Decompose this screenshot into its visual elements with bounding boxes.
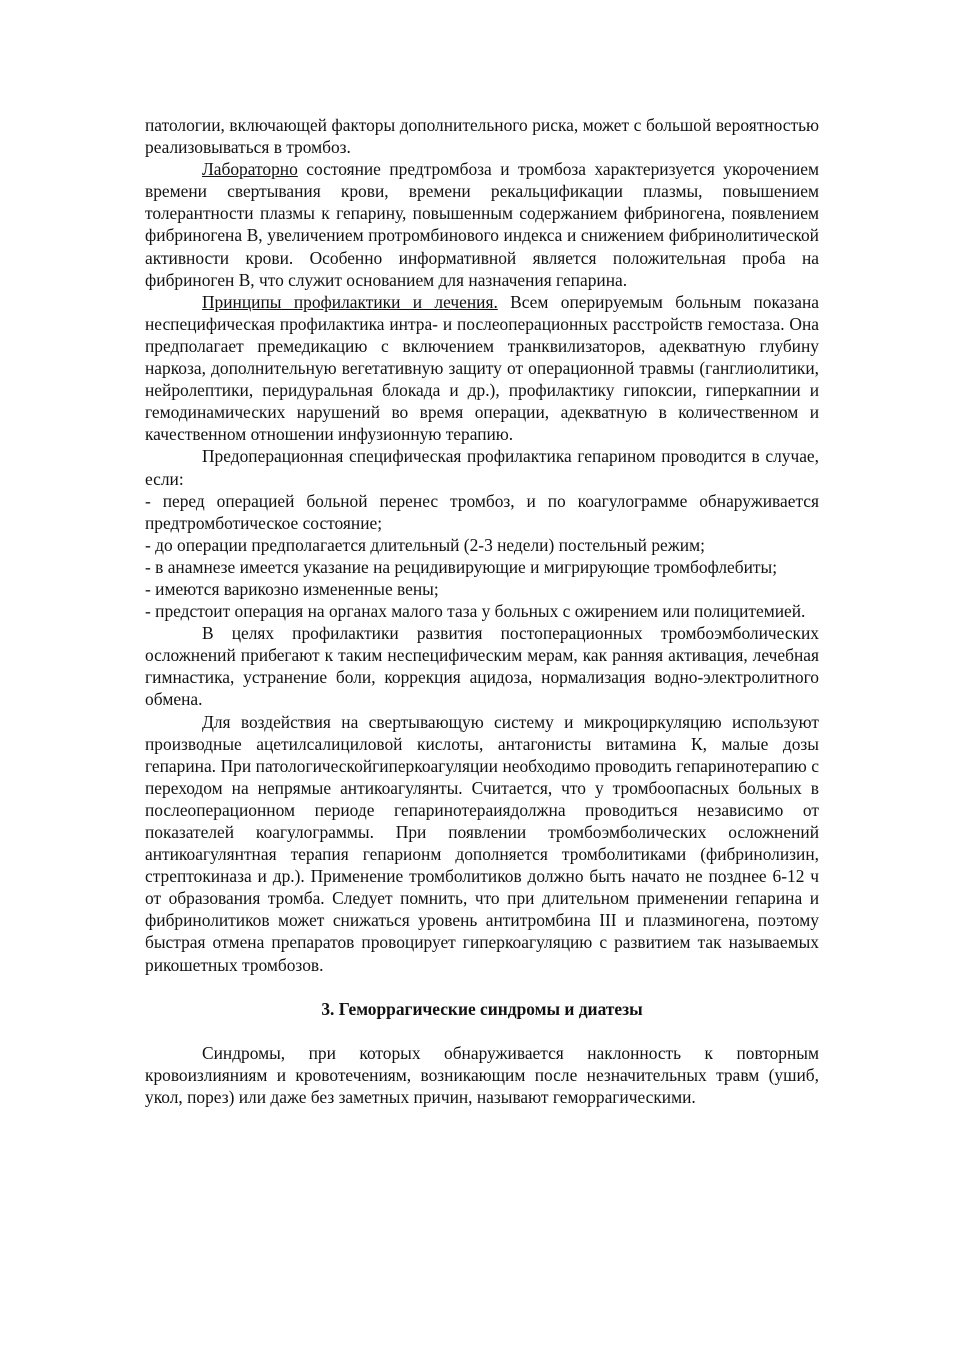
paragraph-hemorrhagic [145, 1042, 819, 1108]
paragraph-text: Синдромы, при которых обнаруживается наклонность к повторным кровоизлияниям и кровотечениям, возникающим после незначительных травм (ушиб, укол, порез) или даже без заметных причин, называют геморрагическими. [145, 1042, 819, 1107]
list-item-text: - перед операцией больной перенес тромбоз, и по коагулограмме обнаруживается предтромботическое состояние; [145, 490, 819, 533]
list-item-text: - в анамнезе имеется указание на рецидивирующие и мигрирующие тромбофлебиты; [145, 556, 778, 577]
list-item [145, 556, 819, 578]
paragraph-lead-underlined: Лабораторно [202, 159, 298, 180]
paragraph-prevention [145, 622, 819, 710]
paragraph-therapy [145, 711, 819, 976]
paragraph-lead-underlined: Принципы профилактики и лечения. [202, 291, 498, 312]
list-item [145, 534, 819, 556]
paragraph-text: Предоперационная специфическая профилактика гепарином проводится в случае, если: [145, 446, 819, 489]
paragraph-text: Для воздействия на свертывающую систему и микроциркуляцию используют производные ацетилсалициловой кислоты, антагонисты витамина К, малые дозы гепарина. При патологическойгиперкоагуляции необходимо проводить гепаринотерапию с переходом на непрямые антикоагулянты. Считается, что у тромбоопасных больных в послеоперационном периоде гепаринотераиядолжна проводиться независимо от показателей коагулограммы. При появлении тромбоэмболических осложнений антикоагулянтная терапия гепарионм дополняется тромболитиками (фибринолизин, стрептокиназа и др.). Применение тромболитиков должно быть начато не позднее 6-12 ч от образования тромба. Следует помнить, что при длительном применении гепарина и фибринолитиков может снижаться уровень антитромбина III и плазминогена, поэтому быстрая отмена препаратов провоцирует гиперкоагуляцию с развитием так называемых рикошетных тромбозов. [145, 711, 819, 975]
paragraph-principles [145, 291, 819, 446]
list-item [145, 600, 819, 622]
list-item [145, 490, 819, 534]
list-item-text: - предстоит операция на органах малого таза у больных с ожирением или полицитемией. [145, 601, 806, 622]
paragraph-text: патологии, включающей факторы дополнительного риска, может с большой вероятностью реализовываться в тромбоз. [145, 115, 819, 158]
list-item-text: - имеются варикозно измененные вены; [145, 578, 439, 599]
list-item-text: - до операции предполагается длительный (2-3 недели) постельный режим; [145, 534, 705, 555]
document-page [145, 114, 819, 1108]
paragraph-laboratory [145, 158, 819, 291]
paragraph-continuation [145, 114, 819, 158]
section-heading: 3. Геморрагические синдромы и диатезы [321, 998, 643, 1019]
paragraph-text: В целях профилактики развития постоперационных тромбоэмболических осложнений прибегают к таким неспецифическим мерам, как ранняя активация, лечебная гимнастика, устранение боли, коррекция ацидоза, нормализация водно-электролитного обмена. [145, 623, 819, 710]
paragraph-text: Всем оперируемым больным показана неспецифическая профилактика интра- и послеоперационных расстройств гемостаза. Она предполагает премедикацию с включением транквилизаторов, адекватную глубину наркоза, дополнительную вегетативную защиту от операционной травмы (ганглиолитики, нейролептики, перидуральная блокада и др.), профилактику гипоксии, гиперкапнии и гемодинамических нарушений во время операции, адекватную в количественном и качественном отношении инфузионную терапию. [145, 291, 819, 445]
paragraph-preoperative [145, 445, 819, 489]
paragraph-text: состояние предтромбоза и тромбоза характеризуется укорочением времени свертывания крови, времени рекальцификации плазмы, повышением толерантности плазмы к гепарину, повышенным содержанием фибриногена, появлением фибриногена В, увеличением протромбинового индекса и снижением фибринолитической активности крови. Особенно информативной является положительная проба на фибриноген В, что служит основанием для назначения гепарина. [145, 159, 819, 290]
list-item [145, 578, 819, 600]
